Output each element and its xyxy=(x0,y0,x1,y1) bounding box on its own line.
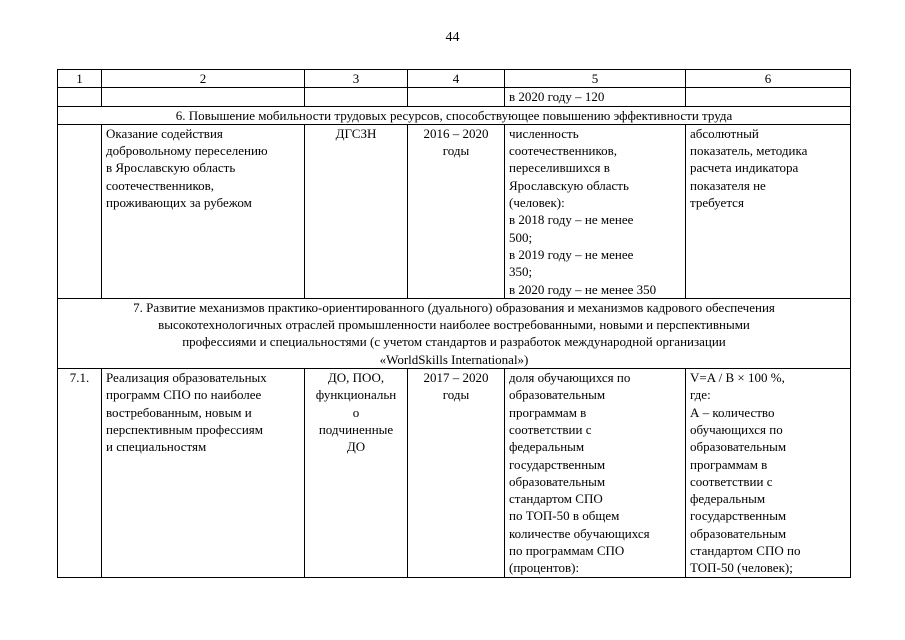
column-number-1: 1 xyxy=(58,70,102,88)
measure-method: абсолютный показатель, методика расчета индикатора показателя не требуется xyxy=(686,124,851,298)
section-6-heading-row xyxy=(58,106,851,124)
page-number: 44 xyxy=(445,30,460,45)
column-number-3: 3 xyxy=(305,70,408,88)
section-7-heading-row xyxy=(58,298,851,368)
cell-empty xyxy=(408,88,505,106)
column-number-2: 2 xyxy=(102,70,305,88)
cell-empty xyxy=(58,88,102,106)
column-number-5: 5 xyxy=(505,70,686,88)
measure-number: 7.1. xyxy=(58,369,102,578)
section-6-title: 6. Повышение мобильности трудовых ресурсов, способствующее повышению эффективности труда xyxy=(58,106,851,124)
measure-period: 2017 – 2020 годы xyxy=(408,369,505,578)
column-number-6: 6 xyxy=(686,70,851,88)
measure-number xyxy=(58,124,102,298)
measure-method: V=A / B × 100 %, где: А – количество обучающихся по образовательным программам в соответствии с федеральным государственным образовательным стандартом СПО по ТОП-50 (человек); xyxy=(686,369,851,578)
measure-period: 2016 – 2020 годы xyxy=(408,124,505,298)
column-number-row xyxy=(58,70,851,88)
measure-name: Оказание содействия добровольному переселению в Ярославскую область соотечественников, проживающих за рубежом xyxy=(102,124,305,298)
measures-table xyxy=(57,69,851,578)
cell-empty xyxy=(102,88,305,106)
column-number-4: 4 xyxy=(408,70,505,88)
measure-executor: ДГСЗН xyxy=(305,124,408,298)
measure-executor: ДО, ПОО, функциональн о подчиненные ДО xyxy=(305,369,408,578)
cell-empty xyxy=(686,88,851,106)
measure-indicator: численность соотечественников, переселившихся в Ярославскую область (человек): в 2018 году – не менее 500; в 2019 году – не менее 350; в 2020 году – не менее 350 xyxy=(505,124,686,298)
cell-empty xyxy=(305,88,408,106)
measure-name: Реализация образовательных программ СПО по наиболее востребованным, новым и перспективным профессиям и специальностям xyxy=(102,369,305,578)
section-7-measure-row xyxy=(58,369,851,578)
measure-indicator: доля обучающихся по образовательным программам в соответствии с федеральным государственным образовательным стандартом СПО по ТОП-50 в общем количестве обучающихся по программам СПО (процентов): xyxy=(505,369,686,578)
continuation-indicator: в 2020 году – 120 xyxy=(505,88,686,106)
continuation-row xyxy=(58,88,851,106)
section-7-title: 7. Развитие механизмов практико-ориентированного (дуального) образования и механизмов кадрового обеспечения высокотехнологичных отраслей промышленности наиболее востребованными, новыми и перспективными профессиями и специальностями (с учетом стандартов и разработок международной организации «WorldSkills International») xyxy=(58,298,851,368)
section-6-measure-row xyxy=(58,124,851,298)
